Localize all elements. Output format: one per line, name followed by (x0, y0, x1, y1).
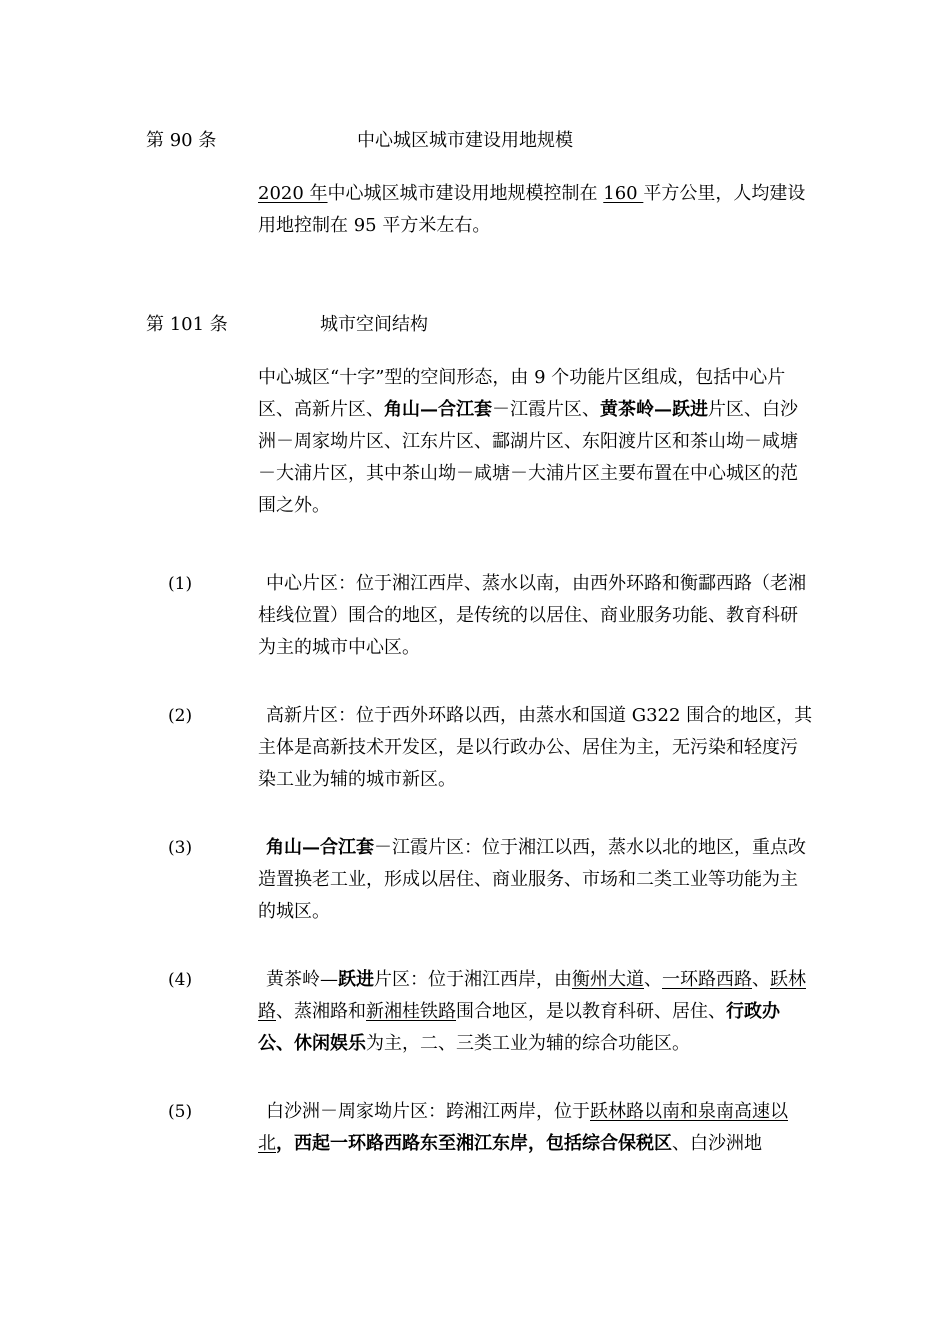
text-run: ，西起一环路西路东至湘江东岸，包括综合保税区 (276, 1133, 672, 1154)
text-run: 角山—合江套 (384, 399, 492, 420)
text-run: 衡州大道 (572, 969, 644, 990)
article-101-title: 城市空间结构 (320, 314, 428, 335)
text-run: 平方公里，人均建设用地控制在 95 平方米左右。 (258, 183, 806, 236)
text-run: 跃林路 (258, 969, 806, 1022)
item-1-text (258, 568, 813, 664)
article-101-label: 第 101 条 (146, 314, 228, 335)
text-run: 围合地区，是以教育科研、居住、 (456, 1001, 726, 1022)
article-90-paragraph (258, 178, 813, 242)
text-run: 2020 年 (258, 183, 328, 204)
text-run: 一环路西路 (662, 969, 752, 990)
item-5-number: (5) (168, 1102, 193, 1122)
article-90-label: 第 90 条 (146, 130, 217, 151)
text-run: 为主，二、三类工业为辅的综合功能区。 (366, 1033, 690, 1054)
item-4-number: (4) (168, 970, 193, 990)
text-run: 白沙洲－周家坳片区：跨湘江两岸，位于 (266, 1101, 590, 1122)
text-run: 片区：位于湘江西岸，由 (374, 969, 572, 990)
text-run: 高新片区：位于西外环路以西，由蒸水和国道 G322 围合的地区，其主体是高新技术开发区，是以行政办公、居住为主，无污染和轻度污染工业为辅的城市新区。 (258, 705, 813, 790)
text-run: 160 (603, 183, 644, 204)
text-run: 、 (752, 969, 770, 990)
article-101-intro (258, 362, 813, 522)
item-3-number: (3) (168, 838, 193, 858)
text-run: 行政办公、休闲娱乐 (258, 1001, 780, 1054)
text-run: 、蒸湘路和 (276, 1001, 366, 1022)
item-3-text (258, 832, 813, 928)
text-run: 跃林路以南和泉南高速以北 (258, 1101, 788, 1154)
text-run: 中心城区“十字”型的空间形态，由 9 个功能片区组成，包括中心片区、高新片区、 (258, 367, 786, 420)
item-4-text (258, 964, 813, 1060)
text-run: －江霞片区：位于湘江以西，蒸水以北的地区，重点改造置换老工业，形成以居住、商业服务、市场和二类工业等功能为主的城区。 (258, 837, 806, 922)
item-1-number: (1) (168, 574, 193, 594)
text-run: 角山—合江套 (266, 837, 374, 858)
text-run: 黄茶岭—跃进 (600, 399, 708, 420)
text-run: 跃进 (338, 969, 374, 990)
item-2-number: (2) (168, 706, 193, 726)
text-run: 、 (644, 969, 662, 990)
text-run: 中心城区城市建设用地规模控制在 (327, 183, 604, 204)
text-run: 、白沙洲地 (672, 1133, 762, 1154)
text-run: 新湘桂铁路 (366, 1001, 456, 1022)
item-2-text (258, 700, 813, 796)
text-run: 片区、白沙洲－周家坳片区、江东片区、酃湖片区、东阳渡片区和茶山坳－咸塘－大浦片区，其中茶山坳－咸塘－大浦片区主要布置在中心城区的范围之外。 (258, 399, 798, 516)
article-90-title: 中心城区城市建设用地规模 (357, 130, 573, 151)
item-5-text (258, 1096, 813, 1160)
text-run: 中心片区：位于湘江西岸、蒸水以南，由西外环路和衡酃西路（老湘桂线位置）围合的地区，是传统的以居住、商业服务功能、教育科研为主的城市中心区。 (258, 573, 806, 658)
text-run: 黄茶岭— (266, 969, 338, 990)
text-run: －江霞片区、 (492, 399, 600, 420)
